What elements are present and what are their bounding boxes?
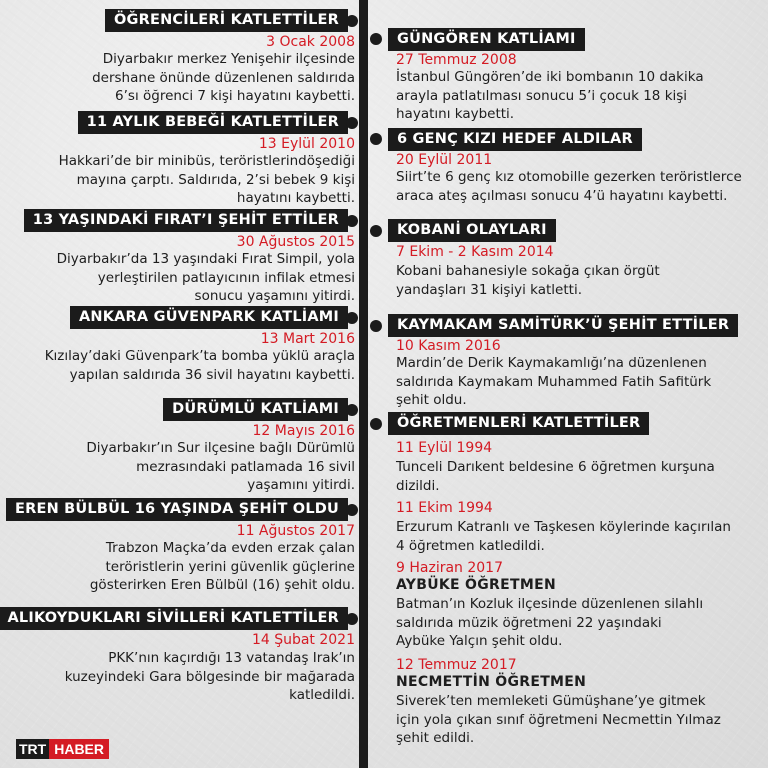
event-title: KAYMAKAM SAMİTÜRK’Ü ŞEHİT ETTİLER [388,314,738,337]
event-title: KOBANİ OLAYLARI [388,219,556,242]
timeline-dot [370,33,382,45]
event-date: 27 Temmuz 2008 [396,52,517,68]
timeline-dot [346,613,358,625]
teacher-name: AYBÜKE ÖĞRETMEN [396,577,556,593]
event-description: Trabzon Maçka’da evden erzak çalan teröristlerin yerini güvenlik güçlerine gösterirken Eren Bülbül (16) şehit oldu. [89,540,355,593]
event-date: 30 Ağustos 2015 [236,234,355,250]
event-date: 11 Eylül 1994 [396,440,493,456]
event-title: EREN BÜLBÜL 16 YAŞINDA ŞEHİT OLDU [6,498,348,521]
event-description: Mardin’de Derik Kaymakamlığı’na düzenlenen saldırıda Kaymakam Muhammed Fatih Safitürk şehit oldu. [396,355,712,408]
event-date: 7 Ekim - 2 Kasım 2014 [396,244,554,260]
event-description: Hakkari’de bir minibüs, teröristlerindöşediği mayına çarptı. Saldırıda, 2’si bebek 9 kişi hayatını kaybetti. [58,153,355,206]
trt-haber-logo [16,739,109,759]
event-description: Kobani bahanesiyle sokağa çıkan örgüt yandaşları 31 kişiyi katletti. [396,263,660,298]
event-title: ANKARA GÜVENPARK KATLİAMI [70,306,348,329]
event-date: 20 Eylül 2011 [396,152,493,168]
event-title: ÖĞRETMENLERİ KATLETTİLER [388,412,649,435]
event-description: Siverek’ten memleketi Gümüşhane’ye gitmek için yola çıkan sınıf öğretmeni Necmettin Yılmaz şehit edildi. [396,693,721,746]
event-date: 9 Haziran 2017 [396,560,503,576]
event-title: ÖĞRENCİLERİ KATLETTİLER [105,9,348,32]
event-date: 3 Ocak 2008 [266,34,355,50]
event-title: GÜNGÖREN KATLİAMI [388,28,585,51]
event-description: PKK’nın kaçırdığı 13 vatandaş Irak’ın kuzeyindeki Gara bölgesinde bir mağarada katledildi. [64,650,355,703]
timeline-dot [346,15,358,27]
timeline-dot [346,117,358,129]
event-description: Diyarbakır’ın Sur ilçesine bağlı Dürümlü mezrasındaki patlamada 16 sivil yaşamını yitirdi. [86,440,355,493]
event-date: 13 Eylül 2010 [258,136,355,152]
teacher-name: NECMETTİN ÖĞRETMEN [396,674,587,690]
event-description: Diyarbakır’da 13 yaşındaki Fırat Simpil, yola yerleştirilen patlayıcının infilak etmesi sonucu yaşamını yitirdi. [56,251,355,304]
event-date: 12 Mayıs 2016 [252,423,355,439]
event-description: Kızılay’daki Güvenpark’ta bomba yüklü araçla yapılan saldırıda 36 sivil hayatını kaybetti. [44,348,355,383]
timeline-dot [346,215,358,227]
timeline-line [359,0,368,768]
event-date: 14 Şubat 2021 [251,632,355,648]
timeline-dot [370,133,382,145]
timeline-dot [346,312,358,324]
event-title: 6 GENÇ KIZI HEDEF ALDILAR [388,128,642,151]
event-title: 11 AYLIK BEBEĞİ KATLETTİLER [78,111,348,134]
event-date: 12 Temmuz 2017 [396,657,517,673]
event-description: Tunceli Darıkent beldesine 6 öğretmen kurşuna dizildi. [396,459,715,494]
timeline-dot [346,404,358,416]
timeline-dot [370,225,382,237]
event-description: Siirt’te 6 genç kız otomobille gezerken teröristlerce araca ateş açılması sonucu 4’ü hayatını kaybetti. [396,169,742,204]
event-date: 11 Ekim 1994 [396,500,493,516]
event-description: Erzurum Katranlı ve Taşkesen köylerinde kaçırılan 4 öğretmen katledildi. [396,519,731,554]
timeline-dot [370,418,382,430]
timeline-dot [346,504,358,516]
event-title: ALIKOYDUKLARI SİVİLLERİ KATLETTİLER [0,607,348,630]
event-date: 13 Mart 2016 [260,331,355,347]
event-description: İstanbul Güngören’de iki bombanın 10 dakika arayla patlatılması sonucu 5’i çocuk 18 kişi hayatını kaybetti. [396,69,704,122]
logo-trt: TRT [19,741,47,757]
event-description: Diyarbakır merkez Yenişehir ilçesinde dershane önünde düzenlenen saldırıda 6’sı öğrenci 7 kişi hayatını kaybetti. [92,51,355,104]
event-description: Batman’ın Kozluk ilçesinde düzenlenen silahlı saldırıda müzik öğretmeni 22 yaşındaki Aybüke Yalçın şehit oldu. [396,596,704,649]
event-title: 13 YAŞINDAKİ FIRAT’I ŞEHİT ETTİLER [24,209,348,232]
event-date: 10 Kasım 2016 [396,338,501,354]
event-title: DÜRÜMLÜ KATLİAMI [163,398,348,421]
logo-haber: HABER [49,739,109,759]
event-date: 11 Ağustos 2017 [236,523,355,539]
timeline-dot [370,320,382,332]
